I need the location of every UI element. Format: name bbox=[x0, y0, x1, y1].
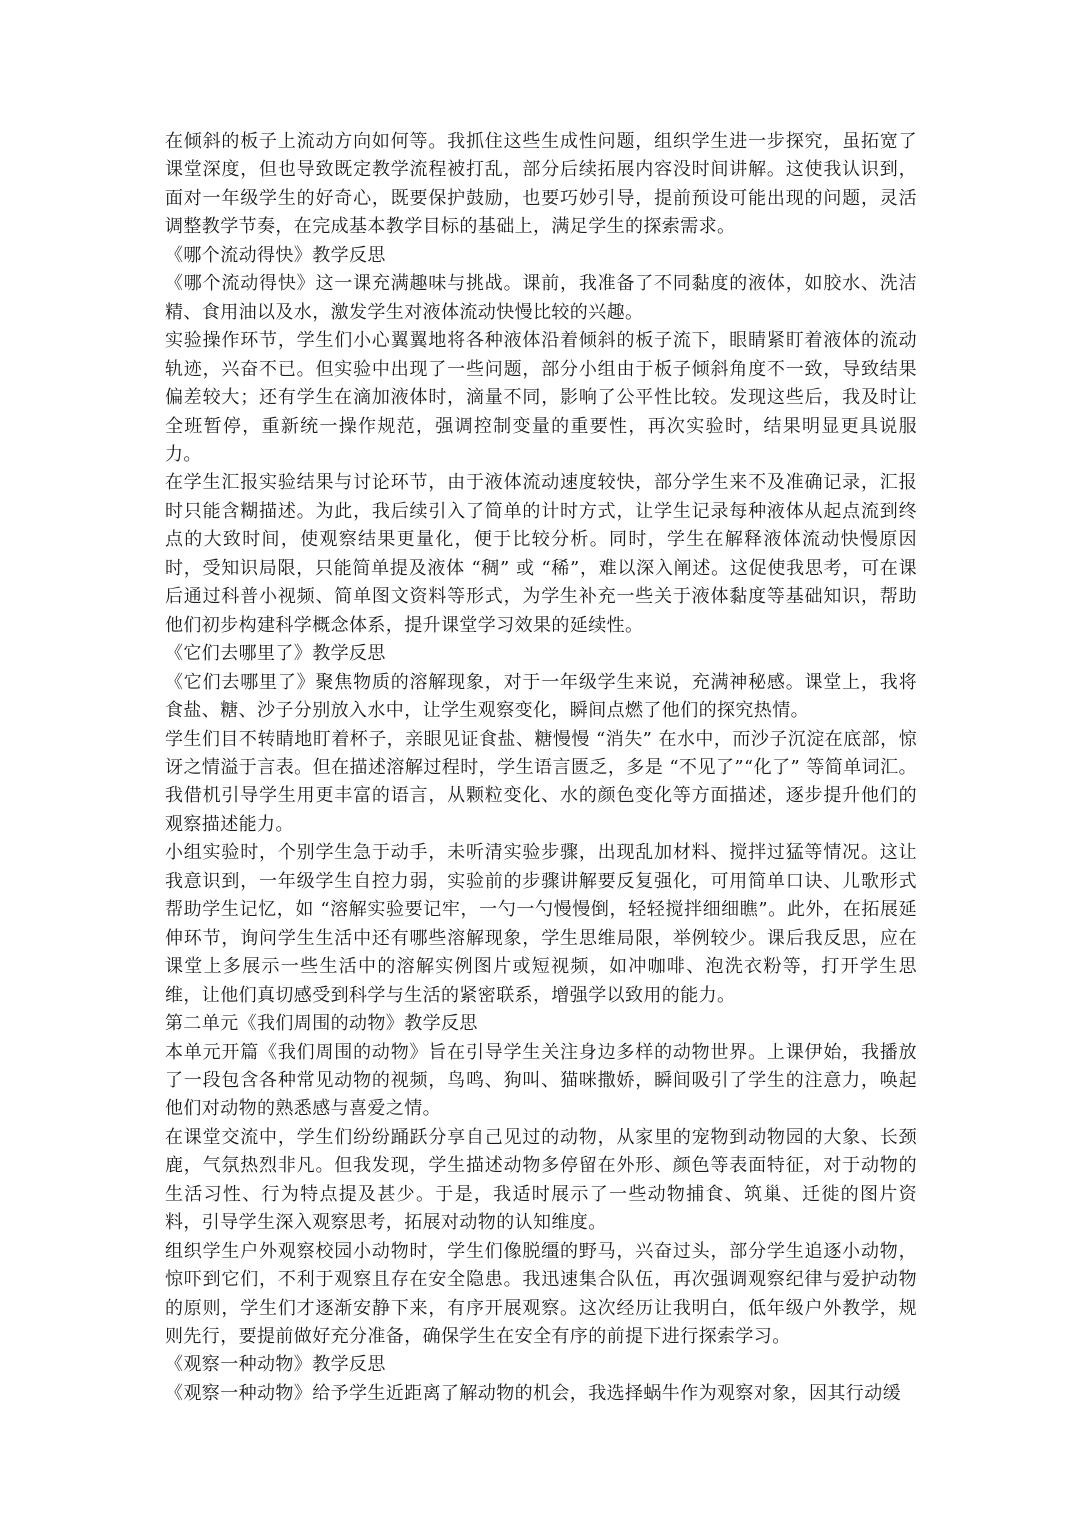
heading-which-flows-faster: 《哪个流动得快》教学反思 bbox=[165, 244, 386, 266]
paragraph-dissolving-observation: 学生们目不转睛地盯着杯子，亲眼见证食盐、糖慢慢 “消失” 在水中，而沙子沉淀在底部，惊讶之情溢于言表。但在描述溶解过程时，学生语言匮乏，多是 “不见了”“化了” 等简单词汇。我借机引导学生用更丰富的语言，从颗粒变化、水的颜色变化等方面描述，逐步提升他们的观察描述能力。 bbox=[165, 728, 917, 835]
paragraph-flow-direction-continuation: 在倾斜的板子上流动方向如何等。我抓住这些生成性问题，组织学生进一步探究，虽拓宽了课堂深度，但也导致既定教学流程被打乱，部分后续拓展内容没时间讲解。这使我认识到，面对一年级学生的好奇心，既要保护鼓励，也要巧妙引导，提前预设可能出现的问题，灵活调整教学节奏，在完成基本教学目标的基础上，满足学生的探索需求。 bbox=[165, 131, 917, 238]
paragraph-experiment-operation: 实验操作环节，学生们小心翼翼地将各种液体沿着倾斜的板子流下，眼睛紧盯着液体的流动轨迹，兴奋不已。但实验中出现了一些问题，部分小组由于板子倾斜角度不一致，导致结果偏差较大；还有学生在滴加液体时，滴量不同，影响了公平性比较。发现这些后，我及时让全班暂停，重新统一操作规范，强调控制变量的重要性，再次实验时，结果明显更具说服力。 bbox=[165, 330, 917, 465]
paragraph-unit-two-intro: 本单元开篇《我们周围的动物》旨在引导学生关注身边多样的动物世界。上课伊始，我播放了一段包含各种常见动物的视频，鸟鸣、狗叫、猫咪撒娇，瞬间吸引了学生的注意力，唤起他们对动物的熟悉感与喜爱之情。 bbox=[165, 1041, 917, 1120]
heading-observe-an-animal: 《观察一种动物》教学反思 bbox=[165, 1354, 386, 1376]
paragraph-which-flows-faster-intro: 《哪个流动得快》这一课充满趣味与挑战。课前，我准备了不同黏度的液体，如胶水、洗洁精、食用油以及水，激发学生对液体流动快慢比较的兴趣。 bbox=[165, 273, 917, 323]
paragraph-where-did-they-go-intro: 《它们去哪里了》聚焦物质的溶解现象，对于一年级学生来说，充满神秘感。课堂上，我将食盐、糖、沙子分别放入水中，让学生观察变化，瞬间点燃了他们的探究热情。 bbox=[165, 671, 917, 722]
paragraph-observe-an-animal-intro: 《观察一种动物》给予学生近距离了解动物的机会，我选择蜗牛作为观察对象，因其行动缓 bbox=[165, 1382, 901, 1404]
document-page bbox=[165, 128, 917, 1408]
paragraph-outdoor-observation: 组织学生户外观察校园小动物时，学生们像脱缰的野马，兴奋过头，部分学生追逐小动物，惊吓到它们，不利于观察且存在安全隐患。我迅速集合队伍，再次强调观察纪律与爱护动物的原则，学生们才逐渐安静下来，有序开展观察。这次经历让我明白，低年级户外教学，规则先行，要提前做好充分准备，确保学生在安全有序的前提下进行探索学习。 bbox=[165, 1240, 917, 1348]
heading-unit-two-animals: 第二单元《我们周围的动物》教学反思 bbox=[165, 1013, 478, 1035]
paragraph-classroom-sharing: 在课堂交流中，学生们纷纷踊跃分享自己见过的动物，从家里的宠物到动物园的大象、长颈鹿，气氛热烈非凡。但我发现，学生描述动物多停留在外形、颜色等表面特征，对于动物的生活习性、行为特点提及甚少。于是，我适时展示了一些动物捕食、筑巢、迁徙的图片资料，引导学生深入观察思考，拓展对动物的认知维度。 bbox=[165, 1126, 917, 1234]
heading-where-did-they-go: 《它们去哪里了》教学反思 bbox=[165, 643, 386, 665]
paragraph-group-experiment: 小组实验时，个别学生急于动手，未听清实验步骤，出现乱加材料、搅拌过猛等情况。这让我意识到，一年级学生自控力弱，实验前的步骤讲解要反复强化，可用简单口诀、儿歌形式帮助学生记忆，如 “溶解实验要记牢，一勺一勺慢慢倒，轻轻搅拌细细瞧”。此外，在拓展延伸环节，询问学生生活中还有哪些溶解现象，学生思维局限，举例较少。课后我反思，应在课堂上多展示一些生活中的溶解实例图片或短视频，如冲咖啡、泡洗衣粉等，打开学生思维，让他们真切感受到科学与生活的紧密联系，增强学以致用的能力。 bbox=[165, 842, 917, 1006]
paragraph-report-discussion: 在学生汇报实验结果与讨论环节，由于液体流动速度较快，部分学生来不及准确记录，汇报时只能含糊描述。为此，我后续引入了简单的计时方式，让学生记录每种液体从起点流到终点的大致时间，使观察结果更量化，便于比较分析。同时，学生在解释液体流动快慢原因时，受知识局限，只能简单提及液体 “稠” 或 “稀”，难以深入阐述。这促使我思考，可在课后通过科普小视频、简单图文资料等形式，为学生补充一些关于液体黏度等基础知识，帮助他们初步构建科学概念体系，提升课堂学习效果的延续性。 bbox=[165, 472, 917, 636]
